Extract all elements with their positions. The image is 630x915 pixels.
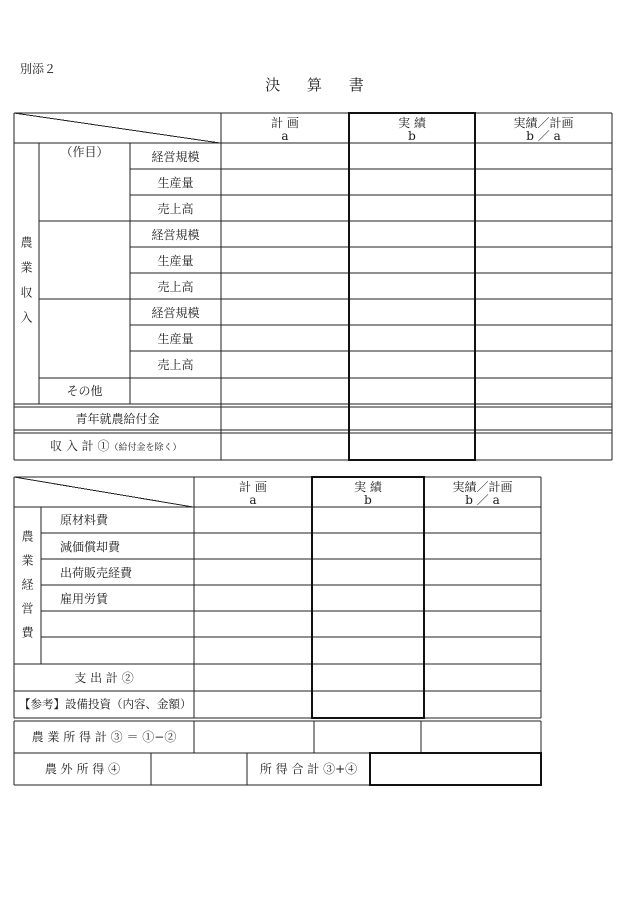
t2-header-actual: 実 績	[354, 480, 382, 494]
t2-section-label	[21, 530, 35, 650]
t2-row-label: 出荷販売経費	[60, 566, 133, 580]
t1-section-label-text: 農業収入	[19, 236, 33, 336]
t1-header-plan: 計 画	[271, 116, 299, 130]
t1-row-label: 経営規模	[151, 150, 200, 164]
t2-section-label-text: 農業経営費	[20, 530, 34, 650]
t1-total-note: （給付金を除く）	[109, 443, 182, 453]
t1-header-actual-sub: b	[408, 129, 416, 143]
t1-subsidy-label: 青年就農給付金	[75, 412, 160, 426]
page-title: 決 算 書	[265, 76, 375, 94]
t2-expense-total-label: 支 出 計 ②	[74, 671, 134, 685]
t2-header-plan-sub: a	[249, 493, 257, 507]
t1-row-label: 経営規模	[151, 228, 200, 242]
t3-total-income-label: 所 得 合 計 ③+④	[259, 762, 358, 776]
t2-row-label: 原材料費	[60, 513, 109, 527]
t1-crop-label: （作目）	[60, 145, 109, 159]
attachment-label: 別添２	[20, 62, 57, 76]
t2-row-label: 減価償却費	[60, 540, 121, 554]
t3-nonfarm-income-label: 農 外 所 得 ④	[44, 762, 121, 776]
t1-row-label: 経営規模	[151, 306, 200, 320]
t2-header-ratio: 実績／計画	[452, 480, 513, 494]
t1-row-label: 売上高	[157, 280, 194, 294]
t2-row-label: 雇用労賃	[60, 592, 109, 606]
t1-row-label: 生産量	[157, 332, 194, 346]
t1-total-label-text: 収 入 計 ①	[50, 439, 110, 453]
t1-header-ratio: 実績／計画	[513, 116, 574, 130]
t2-header-plan: 計 画	[239, 480, 267, 494]
t1-header-actual: 実 績	[398, 116, 426, 130]
t2-reference-label: 【参考】設備投資（内容、金額）	[19, 697, 192, 711]
t1-header-plan-sub: a	[281, 129, 289, 143]
t2-header-ratio-sub: b ／ a	[465, 493, 500, 507]
t1-row-label: 売上高	[157, 202, 194, 216]
t1-other-label: その他	[66, 384, 103, 398]
t3-farm-income-label: 農 業 所 得 計 ③ ＝ ①−②	[31, 730, 177, 744]
t1-row-label: 生産量	[157, 254, 194, 268]
t2-header-actual-sub: b	[364, 493, 372, 507]
t1-header-ratio-sub: b ／ a	[526, 129, 561, 143]
t1-row-label: 生産量	[157, 176, 194, 190]
t1-row-label: 売上高	[157, 358, 194, 372]
